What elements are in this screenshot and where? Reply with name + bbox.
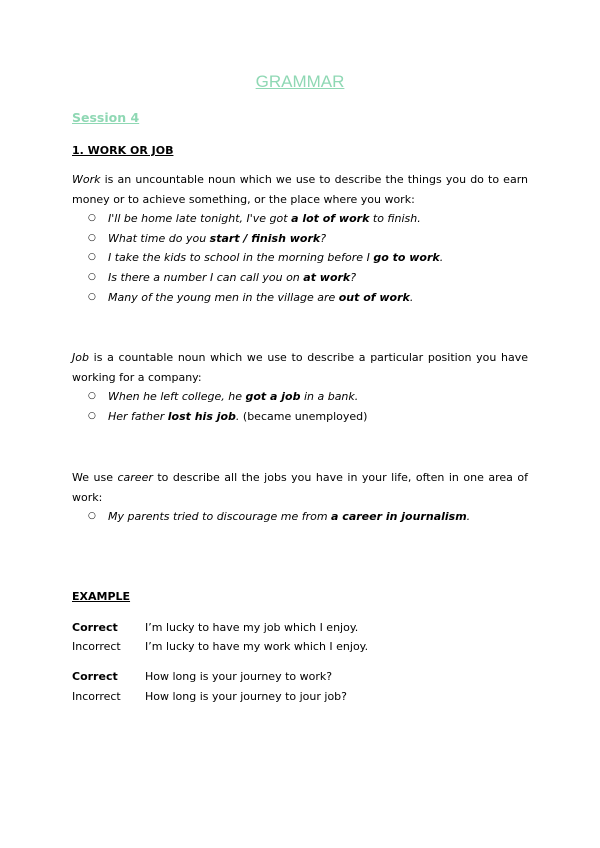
example-sentence: I’m lucky to have my job which I enjoy. bbox=[145, 621, 359, 634]
example-label: Incorrect bbox=[72, 690, 121, 703]
career-definition: We use career to describe all the jobs you have in your life, often in one area of work: bbox=[72, 471, 528, 504]
example-sentence: How long is your journey to jour job? bbox=[145, 690, 348, 703]
list-item: ○ I take the kids to school in the morning before I go to work. bbox=[88, 248, 528, 268]
career-examples-list bbox=[88, 507, 528, 527]
bullet-icon: ○ bbox=[88, 252, 96, 263]
bullet-icon: ○ bbox=[88, 213, 96, 223]
list-item: ○ Is there a number I can call you on at work? bbox=[88, 268, 528, 288]
job-definition bbox=[72, 348, 528, 387]
bullet-icon: ○ bbox=[88, 410, 96, 421]
list-item: ○ I'll be home late tonight, I've got a lot of work to finish. bbox=[88, 209, 528, 229]
bullet-icon: ○ bbox=[88, 272, 96, 283]
work-definition bbox=[72, 170, 528, 209]
work-definition-text: is an uncountable noun which we use to describe the things you do to earn money or to achieve something, or the place where you work: bbox=[72, 173, 528, 206]
example-label: Correct bbox=[72, 621, 118, 634]
example-row-incorrect bbox=[72, 638, 528, 656]
example-row-correct bbox=[72, 668, 528, 686]
example-row-incorrect bbox=[72, 688, 528, 706]
list-item: ○ Many of the young men in the village are out of work. bbox=[88, 288, 528, 308]
page-title: GRAMMAR bbox=[255, 72, 345, 91]
bullet-icon: ○ bbox=[88, 391, 96, 401]
example-sentence: I’m lucky to have my work which I enjoy. bbox=[145, 640, 369, 653]
list-item: ○ What time do you start / finish work? bbox=[88, 229, 528, 249]
list-item: ○ My parents tried to discourage me from a career in journalism. bbox=[88, 507, 528, 527]
example-label: Incorrect bbox=[72, 640, 121, 653]
career-definition-text: to describe all the jobs you have in your life, often in one area of work: bbox=[72, 471, 528, 504]
example-heading: EXAMPLE bbox=[72, 590, 131, 603]
job-term: Job bbox=[72, 351, 89, 364]
list-item: ○ When he left college, he got a job in a bank. bbox=[88, 387, 528, 407]
bullet-icon: ○ bbox=[88, 232, 96, 243]
bullet-icon: ○ bbox=[88, 291, 96, 302]
job-definition-text: is a countable noun which we use to describe a particular position you have working for a company: bbox=[72, 351, 528, 384]
session-heading: Session 4 bbox=[72, 110, 140, 125]
example-label: Correct bbox=[72, 670, 118, 683]
example-row-correct bbox=[72, 619, 528, 637]
work-examples-list bbox=[88, 209, 528, 308]
list-item: ○ Her father lost his job. (became unemployed) bbox=[88, 407, 528, 427]
career-term: career bbox=[117, 471, 153, 484]
section-heading: 1. WORK OR JOB bbox=[72, 144, 174, 157]
work-term: Work bbox=[72, 173, 101, 186]
job-examples-list bbox=[88, 387, 528, 426]
example-sentence: How long is your journey to work? bbox=[145, 670, 333, 683]
bullet-icon: ○ bbox=[88, 511, 96, 521]
